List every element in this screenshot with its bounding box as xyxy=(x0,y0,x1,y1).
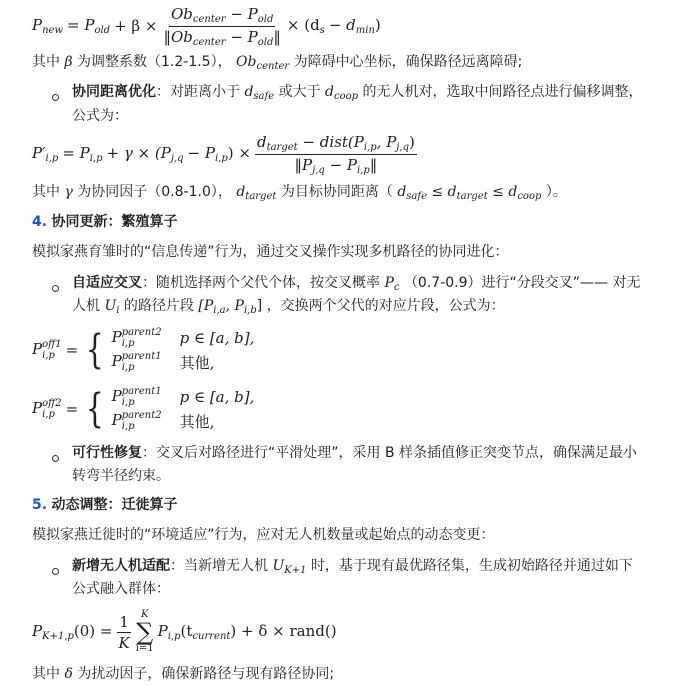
section-heading-5: 5. 动态调整：迁徙算子 xyxy=(32,497,178,513)
bullet-feasibility-repair-line2: 转弯半径约束。 xyxy=(72,468,170,484)
paragraph-delta-explanation: 其中 δ 为扰动因子，确保新路径与现有路径协同; xyxy=(32,666,335,682)
bullet-icon xyxy=(52,563,59,579)
bullet-new-uav-line2: 公式融入群体： xyxy=(72,581,170,597)
bullet-adaptive-crossover-line2: 人机 $U_i$ 的路径片段 [$P_{i,a}$, $P_{i,b}$] ，交换两个父代的对应片段，公式为： xyxy=(72,298,505,316)
section-heading-4: 4. 协同更新：繁殖算子 xyxy=(32,214,178,230)
bullet-new-uav: 新增无人机适配：当新增无人机 $U_{K+1}$ 时，基于现有最优路径集，生成初始路径并通过如下 xyxy=(72,558,633,576)
formula-path-update: $P_{new}$ = $P_{old}$ + β × $\frac{Ob_{center} - P_{old}}{‖Ob_{center} - P_{old}‖}$ × ($d_s$ − $d_{min}$) xyxy=(32,4,381,48)
paragraph-gamma-explanation: 其中 γ 为协同因子（0.8-1.0）， $d_{target}$ 为目标协同距离（ $d_{safe} \le d_{target} \le d_{coop}$ ）。 xyxy=(32,184,567,202)
bullet-adaptive-crossover: 自适应交叉：随机选择两个父代个体，按交叉概率 $P_c$ （0.7-0.9）进行“分段交叉”—— 对无 xyxy=(72,275,641,293)
bullet-coop-distance-line2: 公式为： xyxy=(72,108,128,124)
bullet-coop-distance: 协同距离优化：对距离小于 $d_{safe}$ 或大于 $d_{coop}$ 的无人机对，选取中间路径点进行偏移调整， xyxy=(72,84,643,102)
bullet-icon xyxy=(52,89,59,105)
formula-offspring-2: P off2 i,p = { P parent1 i,p p ∈ [a, b], P parent2 i,p 其他, xyxy=(32,386,255,432)
formula-offspring-1: P off1 i,p = { P parent2 i,p p ∈ [a, b], P parent1 i,p 其他, xyxy=(32,327,255,373)
paragraph-beta-explanation: 其中 β 为调整系数（1.2-1.5）， $Ob_{center}$ 为障碍中心坐标，确保路径远离障碍; xyxy=(32,54,523,72)
bullet-icon xyxy=(52,280,59,296)
bullet-icon xyxy=(52,450,59,466)
bullet-feasibility-repair: 可行性修复：交叉后对路径进行“平滑处理”，采用 B 样条插值修正突变节点，确保满足最小 xyxy=(72,445,638,461)
section-4-body: 模拟家燕育雏时的“信息传递”行为，通过交叉操作实现多机路径的协同进化： xyxy=(32,244,509,260)
section-5-body: 模拟家燕迁徙时的“环境适应”行为，应对无人机数量或起始点的动态变更： xyxy=(32,527,495,543)
formula-coop-offset: $P'_{i,p}$ = $P_{i,p}$ + $\gamma \times (P_{j,q}$ − $P_{i,p}$) × $\frac{d_{target} - dist(P_{i,p}, P_{j,q})}{‖P_{j,q} - P_{i,p}‖}$ xyxy=(32,132,415,176)
formula-new-uav-init: $P_{K+1,p}(0)$ = $\frac{1}{K}$ K ∑ i=1 $P_{i,p}(t_{current}) + \delta$ × rand() xyxy=(32,609,337,654)
